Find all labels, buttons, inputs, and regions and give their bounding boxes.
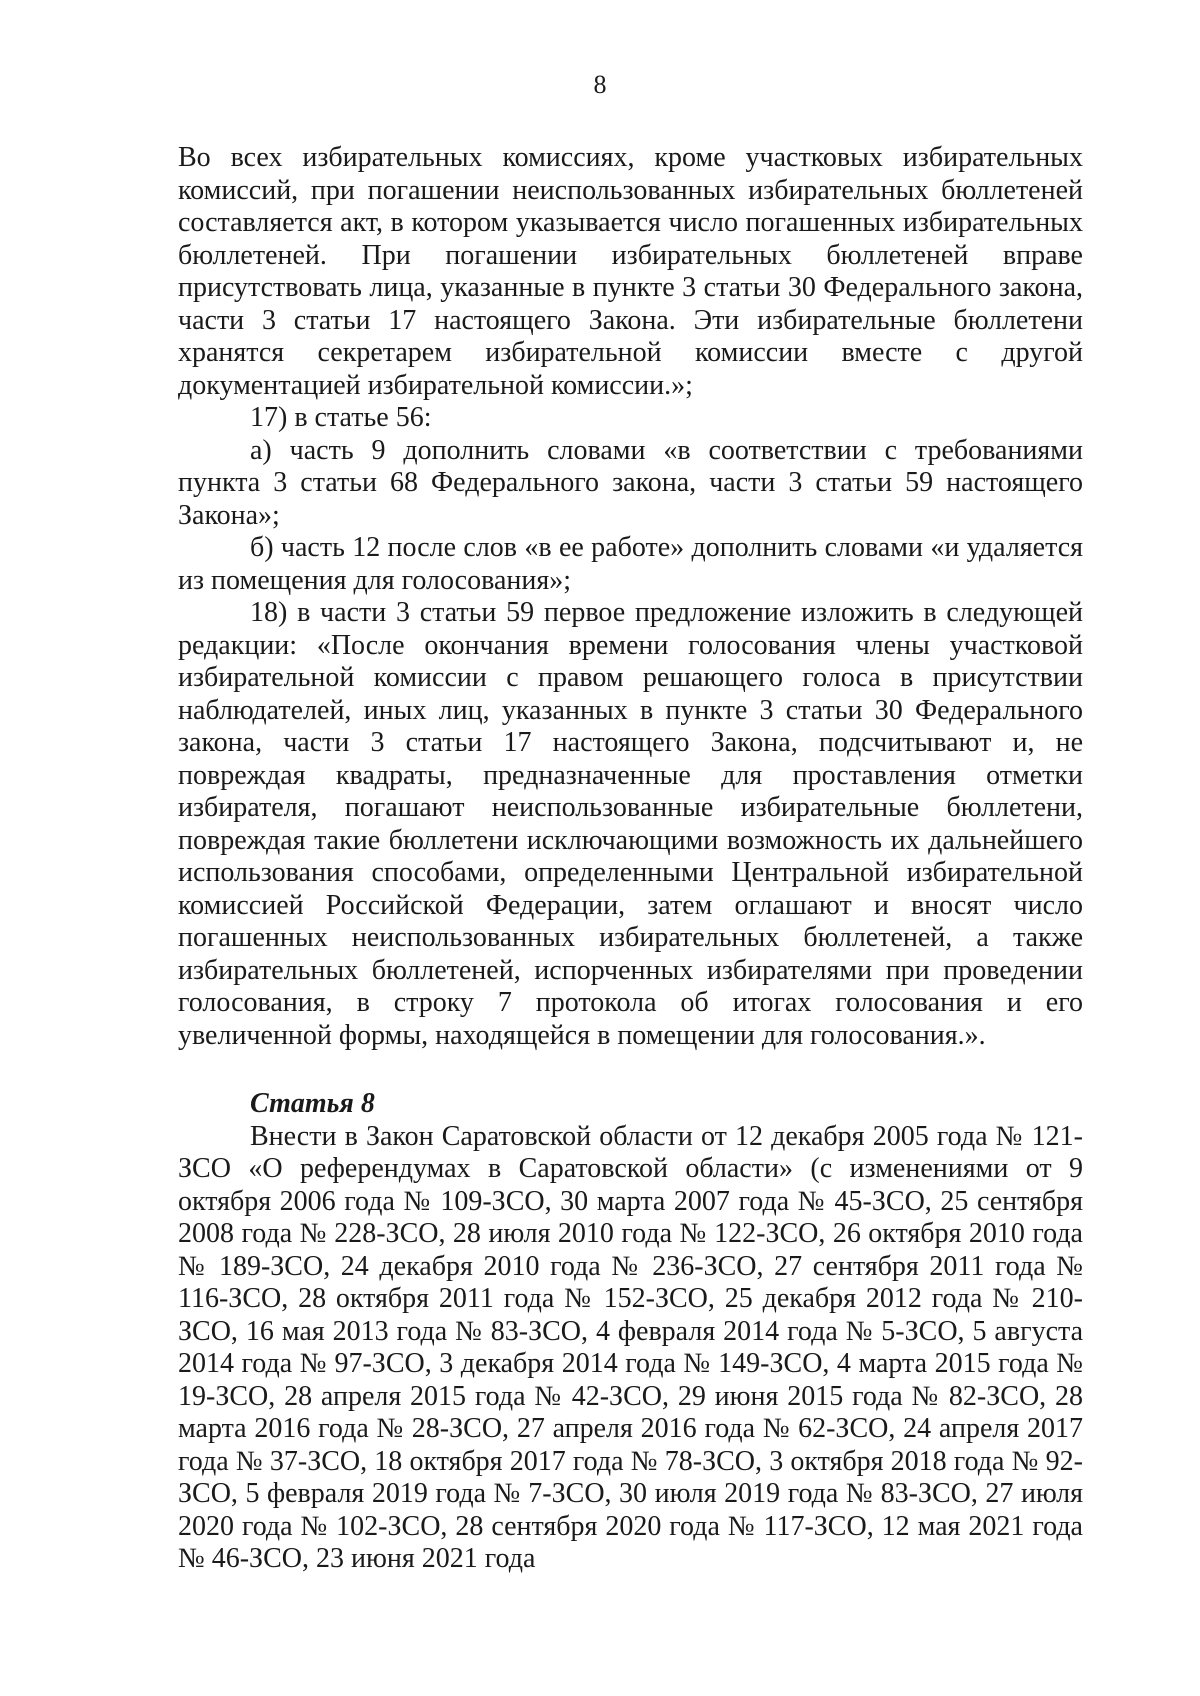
paragraph-item-17: 17) в статье 56: [250,402,432,433]
document-body [178,142,1083,1576]
page-number: 8 [593,70,607,99]
paragraph-article-8-body: Внести в Закон Саратовской области от 12 декабря 2005 года № 121-ЗСО «О референдумах в Саратовской области» (с изменениями от 9 октября 2006 года № 109-ЗСО, 30 марта 2007 года № 45-ЗСО, 25 сентября 2008 года № 228-ЗСО, 28 июля 2010 года № 122-ЗСО, 26 октября 2010 года № 189-ЗСО, 24 декабря 2010 года № 236-ЗСО, 27 сентября 2011 года № 116-ЗСО, 28 октября 2011 года № 152-ЗСО, 25 декабря 2012 года № 210-ЗСО, 16 мая 2013 года № 83-ЗСО, 4 февраля 2014 года № 5-ЗСО, 5 августа 2014 года № 97-ЗСО, 3 декабря 2014 года № 149-ЗСО, 4 марта 2015 года № 19-ЗСО, 28 апреля 2015 года № 42-ЗСО, 29 июня 2015 года № 82-ЗСО, 28 марта 2016 года № 28-ЗСО, 27 апреля 2016 года № 62-ЗСО, 24 апреля 2017 года № 37-ЗСО, 18 октября 2017 года № 78-ЗСО, 3 октября 2018 года № 92-ЗСО, 5 февраля 2019 года № 7-ЗСО, 30 июля 2019 года № 83-ЗСО, 27 июля 2020 года № 102-ЗСО, 28 сентября 2020 года № 117-ЗСО, 12 мая 2021 года № 46-ЗСО, 23 июня 2021 года [178,1120,1083,1574]
paragraph-item-17a: а) часть 9 дополнить словами «в соответствии с требованиями пункта 3 статьи 68 Федерального закона, части 3 статьи 59 настоящего Закона»; [178,434,1083,531]
paragraph-item-18: 18) в части 3 статьи 59 первое предложение изложить в следующей редакции: «После окончания времени голосования члены участковой избирательной комиссии с правом решающего голоса в присутствии наблюдателей, иных лиц, указанных в пункте 3 статьи 30 Федерального закона, части 3 статьи 17 настоящего Закона, подсчитывают и, не повреждая квадраты, предназначенные для проставления отметки избирателя, погашают неиспользованные избирательные бюллетени, повреждая такие бюллетени исключающими возможность их дальнейшего использования способами, определенными Центральной избирательной комиссией Российской Федерации, затем оглашают и вносят число погашенных неиспользованных избирательных бюллетеней, а также избирательных бюллетеней, испорченных избирателями при проведении голосования, в строку 7 протокола об итогах голосования и его увеличенной формы, находящейся в помещении для голосования.». [178,597,1083,1051]
article-heading: Статья 8 [250,1088,375,1119]
paragraph-item-17b: б) часть 12 после слов «в ее работе» дополнить словами «и удаляется из помещения для голосования»; [178,532,1083,596]
paragraph-ballot-cancellation: Во всех избирательных комиссиях, кроме участковых избирательных комиссий, при погашении неиспользованных избирательных бюллетеней составляется акт, в котором указывается число погашенных избирательных бюллетеней. При погашении избирательных бюллетеней вправе присутствовать лица, указанные в пункте 3 статьи 30 Федерального закона, части 3 статьи 17 настоящего Закона. Эти избирательные бюллетени хранятся секретарем избирательной комиссии вместе с другой документацией избирательной комиссии.»; [178,142,1083,401]
